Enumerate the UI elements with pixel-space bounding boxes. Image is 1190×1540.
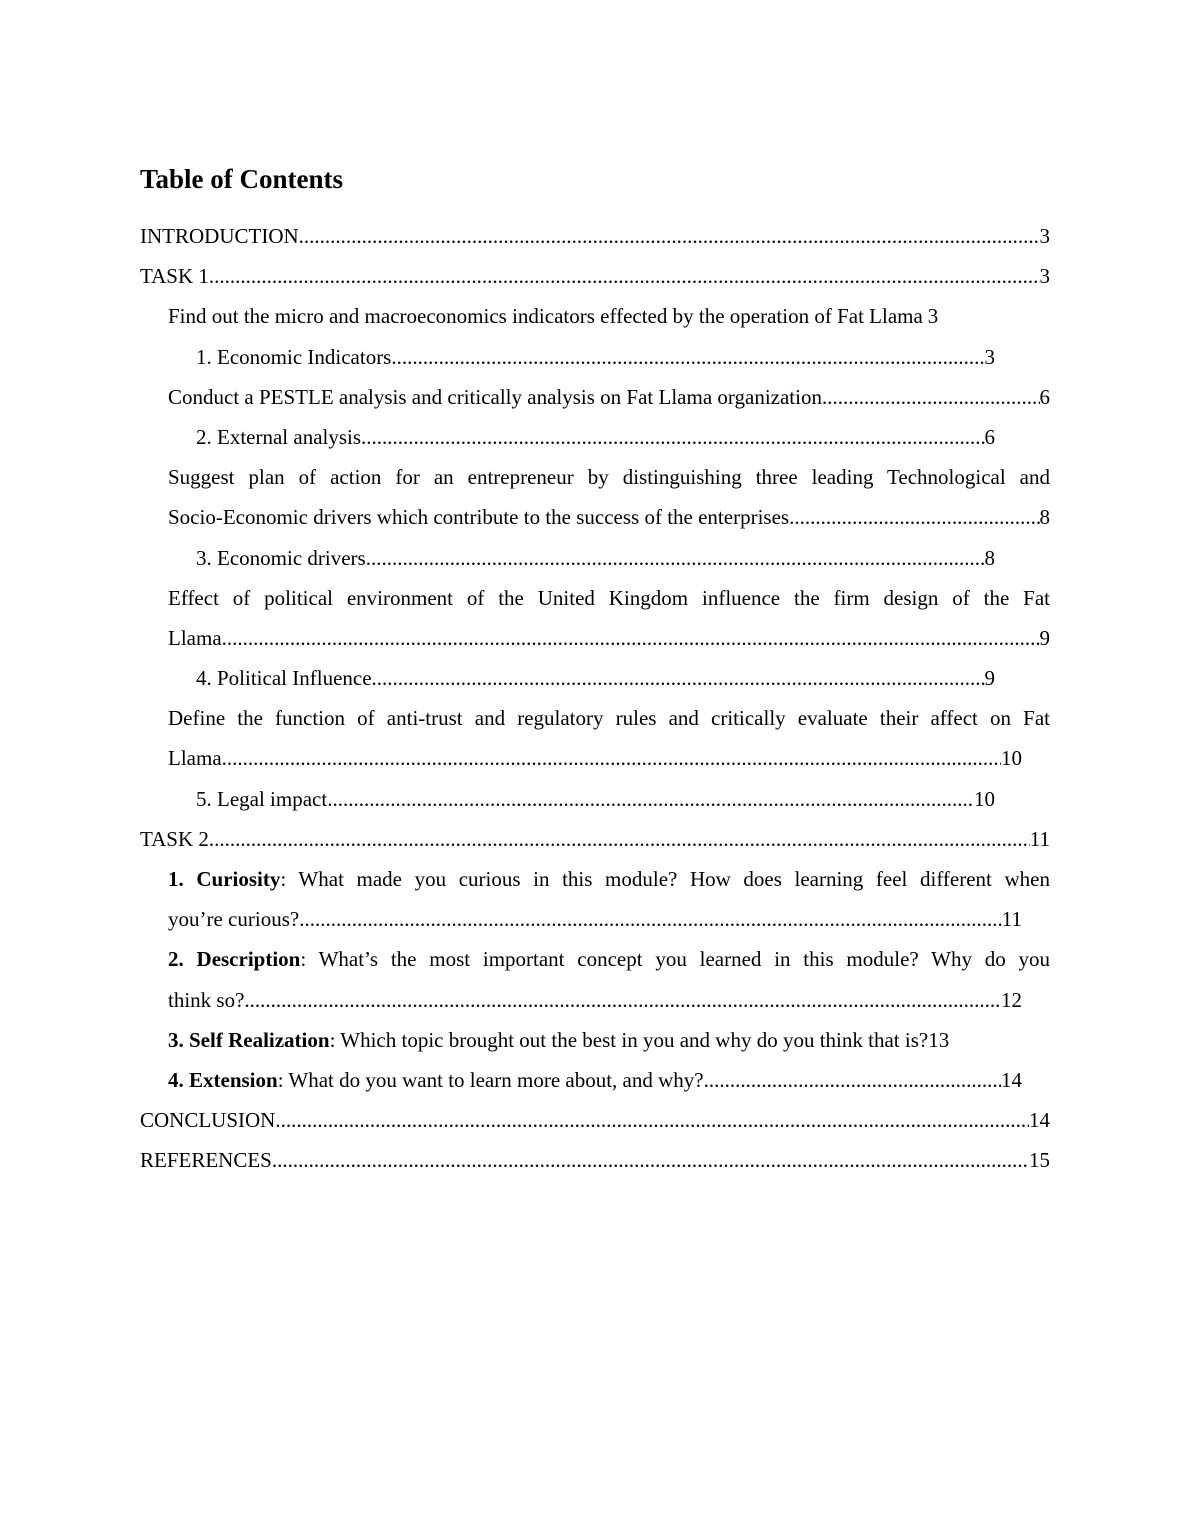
- toc-page-number: 6: [1039, 384, 1050, 409]
- toc-title: Table of Contents: [140, 164, 344, 194]
- toc-entry-curiosity-line2[interactable]: [140, 899, 1022, 939]
- toc-page-number: 14: [1001, 1067, 1022, 1092]
- toc-page-number: 8: [1039, 505, 1050, 530]
- toc-leader-dots: [822, 377, 1040, 417]
- toc-page-number: 6: [984, 424, 995, 449]
- toc-page-number: 11: [1029, 826, 1050, 851]
- toc-page-number: 13: [928, 1027, 950, 1052]
- toc-entry-plan-of-action-line1[interactable]: [140, 457, 1050, 497]
- toc-leader-dots: [272, 1140, 1029, 1180]
- toc-entry-extension[interactable]: [140, 1060, 1022, 1100]
- toc-entry-text: : What do you want to learn more about, and why?: [277, 1067, 704, 1092]
- toc-entry-text: TASK 2: [140, 826, 209, 851]
- toc-entry-self-realization[interactable]: [140, 1020, 1050, 1060]
- toc-entry-economic-drivers[interactable]: [140, 538, 995, 578]
- toc-page-number: 10: [974, 786, 995, 811]
- toc-page-number: 3: [1039, 264, 1050, 289]
- toc-entry-text: : Which topic brought out the best in you and why do you think that is?: [329, 1027, 929, 1052]
- toc-entry-text: 1. Economic Indicators: [196, 344, 392, 369]
- toc-leader-dots: [327, 779, 974, 819]
- toc-entry-text: Define the function of anti-trust and regulatory rules and critically evaluate their affect on Fat: [168, 706, 1050, 731]
- toc-entry-text: 2. External analysis: [196, 424, 362, 449]
- toc-page-number: 9: [984, 666, 995, 691]
- table-of-contents: [140, 216, 1050, 1181]
- toc-leader-dots: [209, 256, 1040, 296]
- toc-entry-political-env-line2[interactable]: [140, 618, 1050, 658]
- toc-entry-text: CONCLUSION: [140, 1108, 276, 1133]
- toc-entry-task1[interactable]: [140, 256, 1050, 296]
- toc-entry-text: Llama: [168, 625, 222, 650]
- toc-page-number: 3: [1039, 224, 1050, 248]
- toc-leader-dots: [222, 618, 1040, 658]
- toc-leader-dots: [222, 738, 1001, 778]
- toc-leader-dots: [299, 216, 1040, 256]
- toc-entry-bold-label: 2. Description: [168, 947, 301, 972]
- toc-page-number: 9: [1039, 625, 1050, 650]
- toc-leader-dots: [704, 1060, 1001, 1100]
- toc-entry-text: Find out the micro and macroeconomics indicators effected by the operation of Fat Llama: [168, 304, 923, 329]
- toc-entry-bold-label: 3. Self Realization: [168, 1027, 330, 1052]
- toc-leader-dots: [366, 538, 985, 578]
- toc-leader-dots: [244, 980, 1001, 1020]
- toc-entry-description-line1[interactable]: [140, 939, 1050, 979]
- toc-entry-text: Conduct a PESTLE analysis and critically analysis on Fat Llama organization: [168, 384, 822, 409]
- toc-page-number: 3: [984, 344, 995, 369]
- toc-entry-text: you’re curious?: [168, 907, 300, 932]
- toc-entry-text: 4. Political Influence: [196, 666, 372, 691]
- toc-entry-text: INTRODUCTION: [140, 224, 299, 248]
- toc-page-number: 14: [1029, 1108, 1050, 1133]
- toc-entry-conclusion[interactable]: [140, 1100, 1050, 1140]
- toc-page-number: 3: [927, 304, 939, 329]
- toc-leader-dots: [275, 1100, 1029, 1140]
- toc-entry-bold-label: 4. Extension: [168, 1067, 278, 1092]
- toc-entry-references[interactable]: [140, 1140, 1050, 1180]
- toc-entry-text: REFERENCES: [140, 1148, 272, 1173]
- toc-entry-legal-impact[interactable]: [140, 779, 995, 819]
- toc-entry-curiosity-line1[interactable]: [140, 859, 1050, 899]
- toc-entry-anti-trust-line2[interactable]: [140, 738, 1022, 778]
- toc-entry-plan-of-action-line2[interactable]: [140, 497, 1050, 537]
- toc-entry-bold-label: 1. Curiosity: [168, 867, 281, 891]
- toc-entry-text: 5. Legal impact: [196, 786, 328, 811]
- toc-page-number: 8: [984, 545, 995, 570]
- toc-entry-political-env-line1[interactable]: [140, 578, 1050, 618]
- toc-entry-text: : What’s the most important concept you learned in this module? Why do you: [300, 947, 1050, 972]
- toc-entry-text: 3. Economic drivers: [196, 545, 366, 570]
- toc-leader-dots: [372, 658, 985, 698]
- toc-entry-pestle[interactable]: [140, 377, 1050, 417]
- toc-entry-task2[interactable]: [140, 819, 1050, 859]
- toc-page-number: 10: [1001, 746, 1022, 771]
- toc-entry-description-line2[interactable]: [140, 980, 1022, 1020]
- toc-leader-dots: [361, 417, 984, 457]
- toc-entry-text: : What made you curious in this module? How does learning feel different when: [280, 867, 1050, 891]
- toc-entry-introduction[interactable]: [140, 216, 1050, 256]
- toc-entry-external-analysis[interactable]: [140, 417, 995, 457]
- toc-entry-text: Suggest plan of action for an entrepreneur by distinguishing three leading Technological and: [168, 465, 1050, 490]
- toc-page-number: 15: [1029, 1148, 1050, 1173]
- toc-entry-text: Llama: [168, 746, 222, 771]
- toc-entry-text: TASK 1: [140, 264, 209, 289]
- toc-page-number: 11: [1001, 907, 1022, 932]
- toc-entry-political-influence[interactable]: [140, 658, 995, 698]
- toc-leader-dots: [391, 337, 984, 377]
- toc-page-number: 12: [1001, 987, 1022, 1012]
- toc-leader-dots: [789, 497, 1039, 537]
- toc-entry-text: think so?: [168, 987, 245, 1012]
- toc-leader-dots: [209, 819, 1030, 859]
- toc-entry-text: Effect of political environment of the United Kingdom influence the firm design of the Fat: [168, 585, 1050, 610]
- toc-entry-micro-macro[interactable]: [140, 296, 1050, 336]
- toc-entry-economic-indicators[interactable]: [140, 337, 995, 377]
- toc-entry-anti-trust-line1[interactable]: [140, 698, 1050, 738]
- toc-leader-dots: [299, 899, 1002, 939]
- toc-entry-text: Socio-Economic drivers which contribute to the success of the enterprises: [168, 505, 790, 530]
